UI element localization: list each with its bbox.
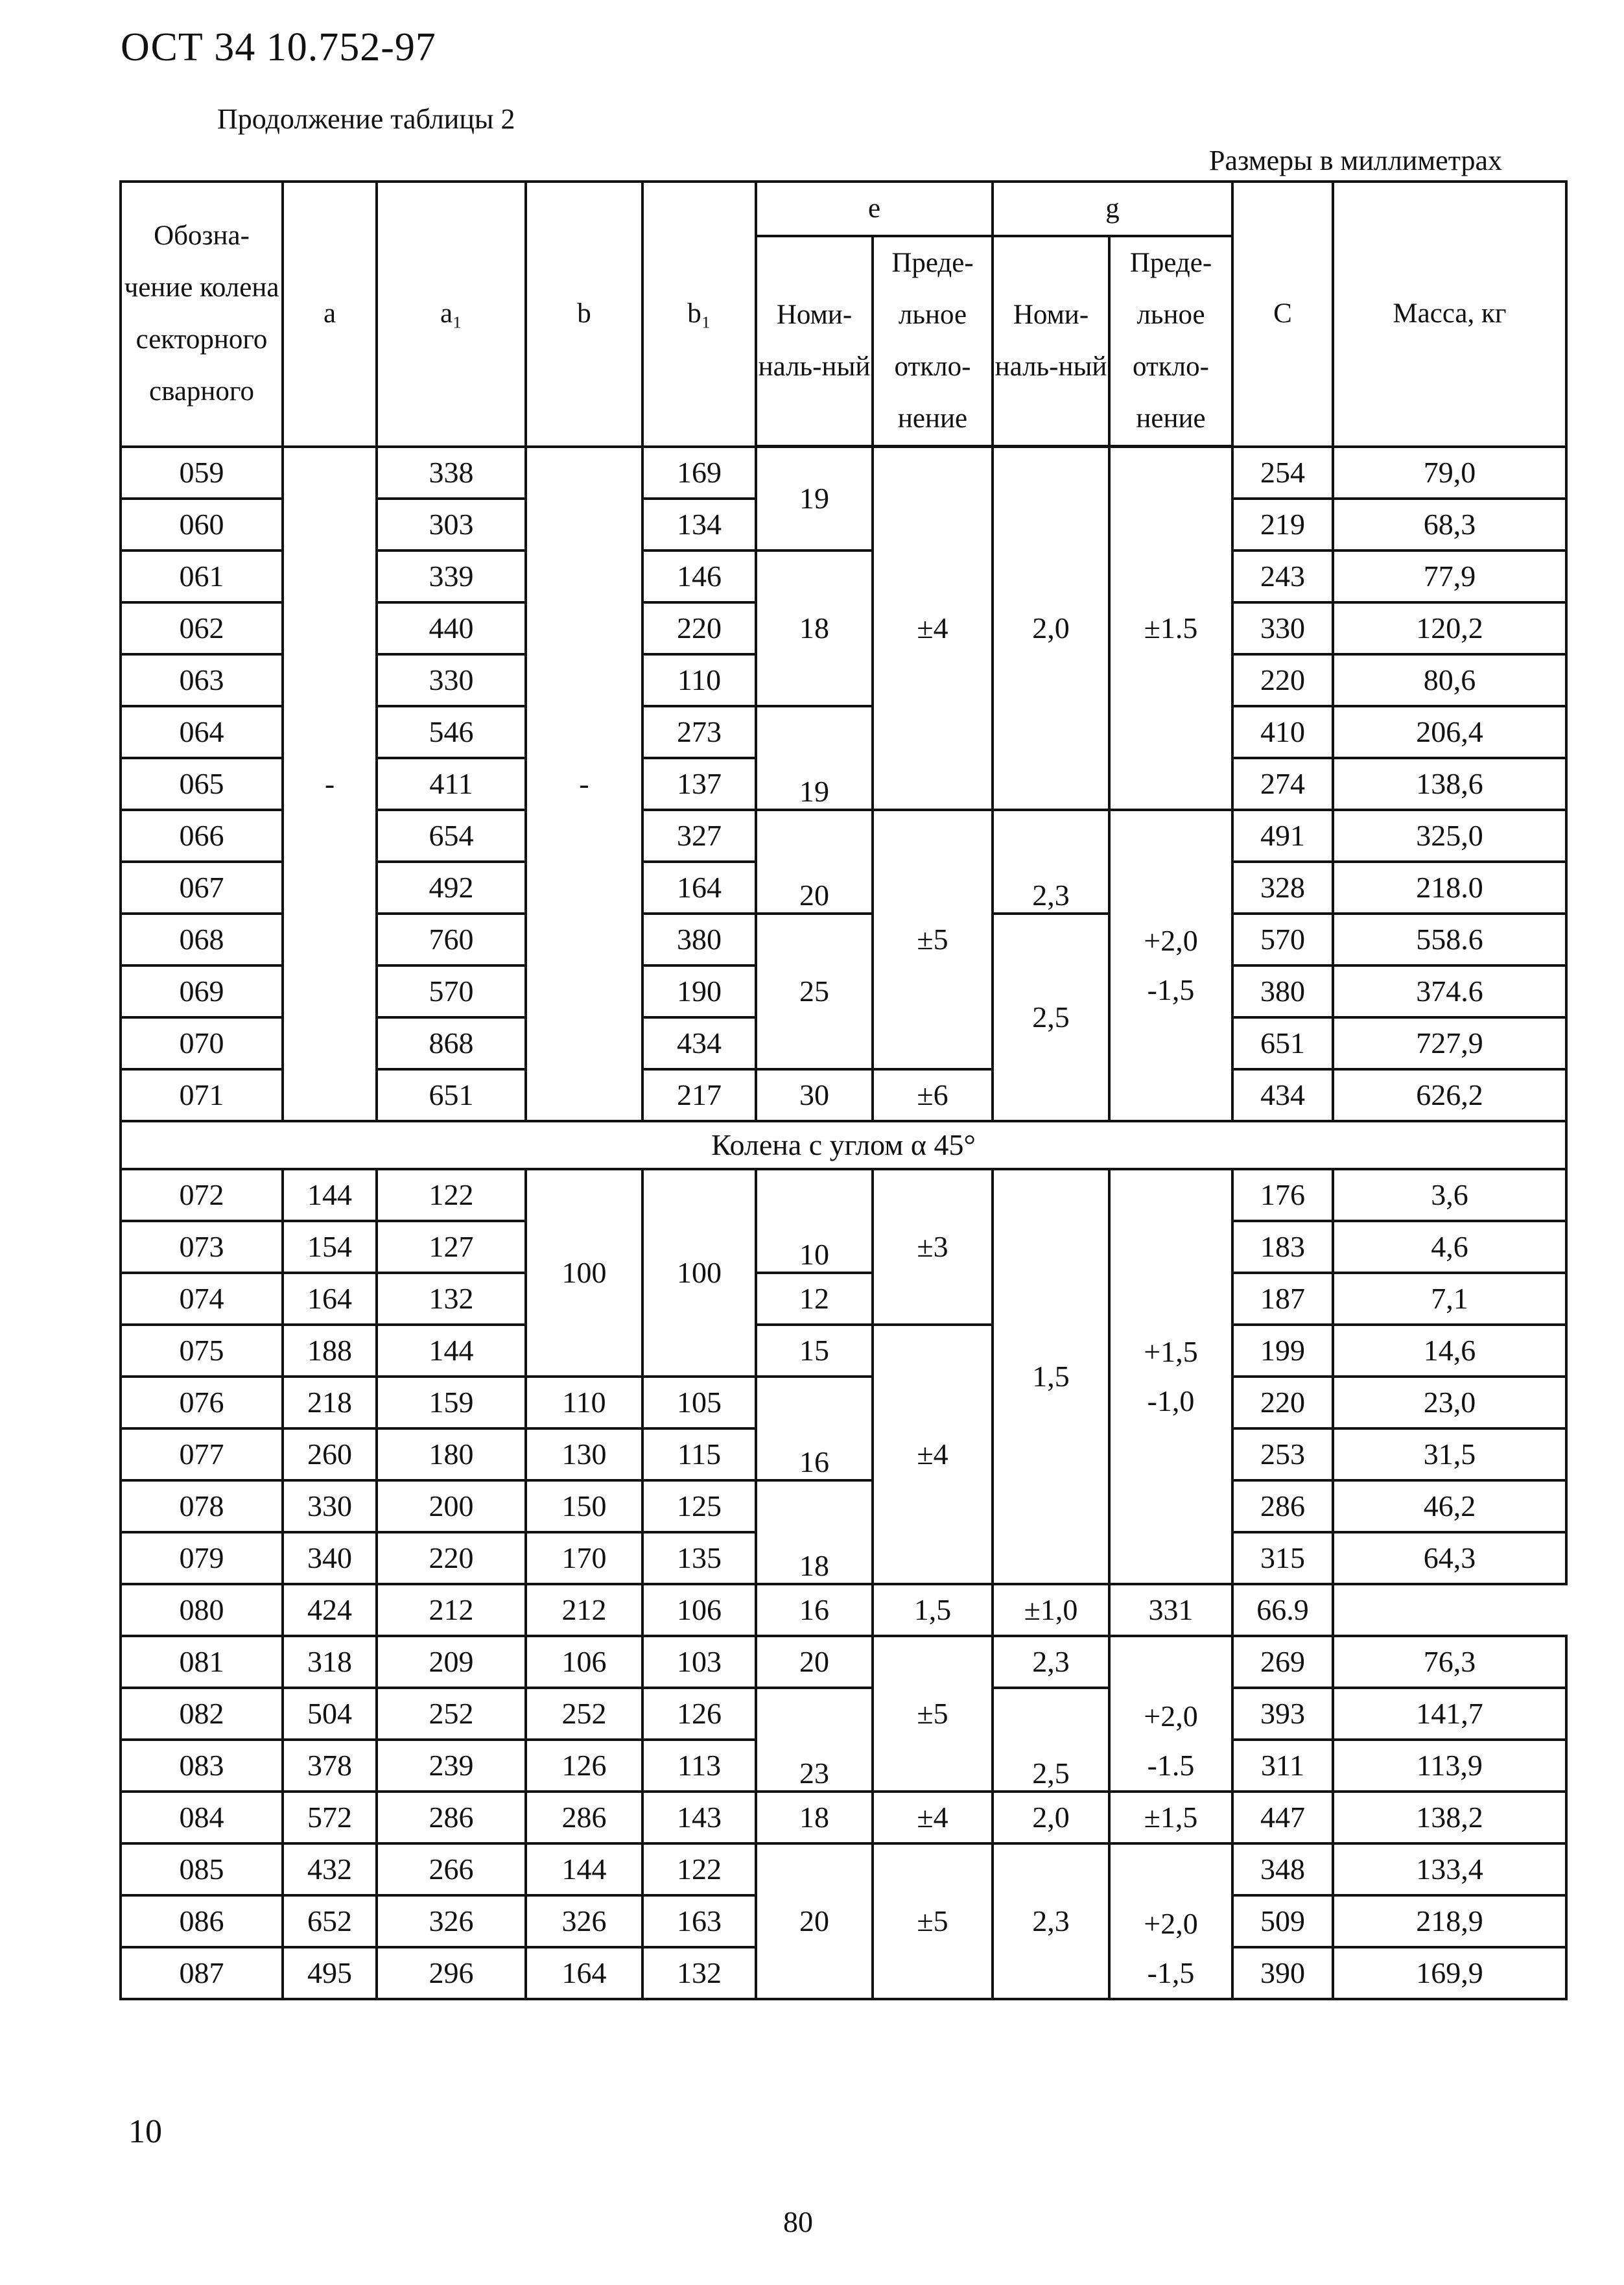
- cell-designation: 069: [121, 965, 283, 1017]
- cell-b1: 163: [642, 1895, 756, 1947]
- cell-mass: 374.6: [1333, 965, 1566, 1017]
- cell-designation: 081: [121, 1636, 283, 1688]
- cell-a: 340: [283, 1532, 377, 1584]
- g-deviation-minus: -1,5: [1147, 1956, 1195, 1989]
- cell-b: 110: [526, 1377, 642, 1428]
- cell-a1: 122: [377, 1169, 526, 1221]
- cell-b: 170: [526, 1532, 642, 1584]
- cell-b1: 137: [642, 758, 756, 810]
- cell-designation: 078: [121, 1480, 283, 1532]
- cell-a1: 492: [377, 862, 526, 914]
- cell-c: 348: [1232, 1843, 1333, 1895]
- cell-b1: 164: [642, 862, 756, 914]
- cell-e-deviation: ±5: [873, 810, 993, 1069]
- dimensions-table: [119, 180, 1568, 2000]
- cell-a1: 651: [377, 1069, 526, 1121]
- cell-b1: 143: [642, 1792, 756, 1843]
- document-code: ОСТ 34 10.752-97: [121, 25, 436, 69]
- cell-e-deviation: ±4: [873, 1792, 993, 1843]
- cell-designation: 075: [121, 1325, 283, 1377]
- cell-a1: 338: [377, 447, 526, 499]
- cell-designation: 067: [121, 862, 283, 914]
- cell-a1: 239: [377, 1740, 526, 1792]
- cell-c: 220: [1232, 1377, 1333, 1428]
- cell-e-nominal: 18: [756, 1792, 873, 1843]
- cell-designation: 080: [121, 1584, 283, 1636]
- cell-e-nominal: 20: [756, 1636, 873, 1688]
- cell-b: 252: [526, 1688, 642, 1740]
- cell-c: 315: [1232, 1532, 1333, 1584]
- cell-e-nominal: 19: [756, 447, 873, 551]
- cell-a: 260: [283, 1428, 377, 1480]
- cell-c: 393: [1232, 1688, 1333, 1740]
- cell-a1: 440: [377, 602, 526, 654]
- cell-a: 504: [283, 1688, 377, 1740]
- cell-a1: 212: [377, 1584, 526, 1636]
- cell-mass: 113,9: [1333, 1740, 1566, 1792]
- cell-a1: 326: [377, 1895, 526, 1947]
- cell-b1: 273: [642, 706, 756, 758]
- cell-e-nominal: 10: [756, 1169, 873, 1273]
- cell-a: 144: [283, 1169, 377, 1221]
- cell-g-deviation: ±1,0: [993, 1584, 1109, 1636]
- cell-c: 199: [1232, 1325, 1333, 1377]
- cell-b1: 106: [642, 1584, 756, 1636]
- cell-b1: 217: [642, 1069, 756, 1121]
- cell-b1: 126: [642, 1688, 756, 1740]
- cell-a1: 286: [377, 1792, 526, 1843]
- cell-a: 495: [283, 1947, 377, 1999]
- cell-b: 106: [526, 1636, 642, 1688]
- cell-c: 491: [1232, 810, 1333, 862]
- cell-mass: 76,3: [1333, 1636, 1566, 1688]
- cell-a1: 411: [377, 758, 526, 810]
- cell-b1: 122: [642, 1843, 756, 1895]
- cell-designation: 062: [121, 602, 283, 654]
- cell-mass: 558.6: [1333, 914, 1566, 965]
- cell-mass: 325,0: [1333, 810, 1566, 862]
- cell-b1: 220: [642, 602, 756, 654]
- cell-a1: 303: [377, 499, 526, 551]
- cell-b: 326: [526, 1895, 642, 1947]
- cell-mass: 120,2: [1333, 602, 1566, 654]
- cell-b: 164: [526, 1947, 642, 1999]
- cell-a1: 654: [377, 810, 526, 862]
- cell-c: 220: [1232, 654, 1333, 706]
- cell-c: 509: [1232, 1895, 1333, 1947]
- table-row: [121, 447, 1566, 499]
- cell-g-nominal: 2,3: [993, 1843, 1109, 1999]
- cell-e-deviation: ±6: [873, 1069, 993, 1121]
- cell-mass: 80,6: [1333, 654, 1566, 706]
- cell-e-nominal: 20: [756, 810, 873, 914]
- cell-g-nominal: 2,0: [993, 447, 1109, 810]
- table-row: [121, 1636, 1566, 1688]
- cell-a1: 127: [377, 1221, 526, 1273]
- cell-c: 254: [1232, 447, 1333, 499]
- cell-b: 130: [526, 1428, 642, 1480]
- cell-c: 243: [1232, 551, 1333, 602]
- g-deviation-plus: +2,0: [1144, 1699, 1198, 1733]
- cell-b1: 113: [642, 1740, 756, 1792]
- cell-a1: 200: [377, 1480, 526, 1532]
- cell-b1: 125: [642, 1480, 756, 1532]
- cell-designation: 066: [121, 810, 283, 862]
- cell-c: 330: [1232, 602, 1333, 654]
- cell-e-deviation: ±5: [873, 1843, 993, 1999]
- cell-mass: 46,2: [1333, 1480, 1566, 1532]
- cell-e-nominal: 15: [756, 1325, 873, 1377]
- table-row: [121, 1325, 1566, 1377]
- g-deviation-plus: +2,0: [1144, 1906, 1198, 1940]
- cell-mass: 141,7: [1333, 1688, 1566, 1740]
- cell-b1: 169: [642, 447, 756, 499]
- cell-mass: 14,6: [1333, 1325, 1566, 1377]
- cell-mass: 206,4: [1333, 706, 1566, 758]
- cell-a: 188: [283, 1325, 377, 1377]
- cell-a: 424: [283, 1584, 377, 1636]
- cell-b1: 132: [642, 1947, 756, 1999]
- cell-c: 183: [1232, 1221, 1333, 1273]
- g-deviation-minus: -1.5: [1147, 1748, 1195, 1782]
- cell-b1: 135: [642, 1532, 756, 1584]
- cell-c: 187: [1232, 1273, 1333, 1325]
- cell-a1: 339: [377, 551, 526, 602]
- section-title: Колена с углом α 45°: [121, 1121, 1566, 1169]
- cell-c: 434: [1232, 1069, 1333, 1121]
- cell-g-deviation: [1109, 1843, 1232, 1999]
- cell-a1: 330: [377, 654, 526, 706]
- cell-designation: 079: [121, 1532, 283, 1584]
- cell-mass: 66.9: [1232, 1584, 1333, 1636]
- cell-c: 253: [1232, 1428, 1333, 1480]
- cell-b1: 327: [642, 810, 756, 862]
- cell-b-merged: -: [526, 447, 642, 1121]
- cell-e-deviation: ±4: [873, 1325, 993, 1584]
- cell-mass: 64,3: [1333, 1532, 1566, 1584]
- cell-designation: 084: [121, 1792, 283, 1843]
- table-continuation-caption: Продолжение таблицы 2: [217, 103, 515, 135]
- cell-g-deviation: [1109, 1636, 1232, 1792]
- cell-a-merged: -: [283, 447, 377, 1121]
- cell-c: 390: [1232, 1947, 1333, 1999]
- cell-b: 126: [526, 1740, 642, 1792]
- cell-a1: 252: [377, 1688, 526, 1740]
- header-g-deviation: Преде-льное откло-нение: [1109, 236, 1232, 447]
- cell-c: 269: [1232, 1636, 1333, 1688]
- g-deviation-plus: +1,5: [1144, 1334, 1198, 1368]
- cell-a1: 570: [377, 965, 526, 1017]
- cell-b: 212: [526, 1584, 642, 1636]
- cell-b1: 146: [642, 551, 756, 602]
- cell-b1: 105: [642, 1377, 756, 1428]
- cell-mass: 218,9: [1333, 1895, 1566, 1947]
- cell-a1: 868: [377, 1017, 526, 1069]
- cell-b1: 103: [642, 1636, 756, 1688]
- cell-e-nominal: 18: [756, 551, 873, 706]
- cell-b-merged: 100: [526, 1169, 642, 1377]
- cell-designation: 074: [121, 1273, 283, 1325]
- cell-designation: 083: [121, 1740, 283, 1792]
- cell-mass: 3,6: [1333, 1169, 1566, 1221]
- header-c: C: [1232, 182, 1333, 447]
- cell-a: 154: [283, 1221, 377, 1273]
- cell-designation: 087: [121, 1947, 283, 1999]
- cell-b1: 380: [642, 914, 756, 965]
- cell-b: 144: [526, 1843, 642, 1895]
- cell-c: 311: [1232, 1740, 1333, 1792]
- cell-mass: 138,2: [1333, 1792, 1566, 1843]
- cell-a: 652: [283, 1895, 377, 1947]
- header-e: e: [756, 182, 993, 236]
- cell-designation: 068: [121, 914, 283, 965]
- cell-e-nominal: 23: [756, 1688, 873, 1792]
- cell-g-deviation: [1109, 810, 1232, 1121]
- table-row: [121, 1273, 1566, 1325]
- cell-a: 432: [283, 1843, 377, 1895]
- cell-e-nominal: 25: [756, 914, 873, 1069]
- cell-a1: 220: [377, 1532, 526, 1584]
- cell-g-nominal: 1,5: [993, 1169, 1109, 1584]
- cell-a1: 144: [377, 1325, 526, 1377]
- cell-c: 328: [1232, 862, 1333, 914]
- cell-a1: 760: [377, 914, 526, 965]
- cell-designation: 072: [121, 1169, 283, 1221]
- cell-g-deviation: ±1,5: [1109, 1792, 1232, 1843]
- cell-designation: 073: [121, 1221, 283, 1273]
- cell-e-nominal: 12: [756, 1273, 873, 1325]
- cell-b1: 134: [642, 499, 756, 551]
- cell-a: 218: [283, 1377, 377, 1428]
- cell-e-nominal: 20: [756, 1843, 873, 1999]
- cell-c: 570: [1232, 914, 1333, 965]
- page-number: 80: [783, 2205, 813, 2238]
- cell-c: 286: [1232, 1480, 1333, 1532]
- cell-designation: 059: [121, 447, 283, 499]
- cell-g-deviation: [1109, 1169, 1232, 1584]
- cell-mass: 68,3: [1333, 499, 1566, 551]
- table-row: [121, 1377, 1566, 1428]
- cell-mass: 218.0: [1333, 862, 1566, 914]
- cell-b1: 434: [642, 1017, 756, 1069]
- table-row: [121, 1688, 1566, 1740]
- cell-e-deviation: ±3: [873, 1169, 993, 1325]
- cell-a1: 180: [377, 1428, 526, 1480]
- cell-designation: 070: [121, 1017, 283, 1069]
- cell-mass: 138,6: [1333, 758, 1566, 810]
- cell-mass: 31,5: [1333, 1428, 1566, 1480]
- cell-b1: 190: [642, 965, 756, 1017]
- cell-g-nominal: 2,3: [993, 810, 1109, 914]
- cell-designation: 077: [121, 1428, 283, 1480]
- cell-designation: 071: [121, 1069, 283, 1121]
- cell-designation: 063: [121, 654, 283, 706]
- header-mass: Масса, кг: [1333, 182, 1566, 447]
- header-b1: b₁: [642, 182, 756, 447]
- cell-designation: 060: [121, 499, 283, 551]
- cell-designation: 076: [121, 1377, 283, 1428]
- header-e-nominal: Номи-наль-ный: [756, 236, 873, 447]
- cell-b1: 110: [642, 654, 756, 706]
- cell-a1: 546: [377, 706, 526, 758]
- cell-b: 150: [526, 1480, 642, 1532]
- cell-e-nominal: 30: [756, 1069, 873, 1121]
- cell-designation: 082: [121, 1688, 283, 1740]
- cell-mass: 4,6: [1333, 1221, 1566, 1273]
- g-deviation-minus: -1,0: [1147, 1384, 1195, 1417]
- cell-g-nominal: 2,5: [993, 914, 1109, 1121]
- cell-e-nominal: 18: [756, 1480, 873, 1584]
- cell-e-deviation: ±4: [873, 447, 993, 810]
- cell-g-deviation: ±1.5: [1109, 447, 1232, 810]
- cell-c: 176: [1232, 1169, 1333, 1221]
- cell-g-nominal: 2,0: [993, 1792, 1109, 1843]
- cell-c: 274: [1232, 758, 1333, 810]
- cell-mass: 7,1: [1333, 1273, 1566, 1325]
- section-row: [121, 1121, 1566, 1169]
- cell-b1-merged: 100: [642, 1169, 756, 1377]
- cell-a: 378: [283, 1740, 377, 1792]
- header-designation: Обозна-чение колена секторного сварного: [121, 182, 283, 447]
- cell-c: 410: [1232, 706, 1333, 758]
- cell-a1: 296: [377, 1947, 526, 1999]
- cell-mass: 626,2: [1333, 1069, 1566, 1121]
- table-row: [121, 1792, 1566, 1843]
- cell-c: 651: [1232, 1017, 1333, 1069]
- cell-b: 286: [526, 1792, 642, 1843]
- table-row: [121, 1584, 1566, 1636]
- header-g: g: [993, 182, 1232, 236]
- cell-c: 219: [1232, 499, 1333, 551]
- cell-mass: 79,0: [1333, 447, 1566, 499]
- header-a: a: [283, 182, 377, 447]
- header-a1: a₁: [377, 182, 526, 447]
- cell-designation: 061: [121, 551, 283, 602]
- cell-mass: 77,9: [1333, 551, 1566, 602]
- header-b: b: [526, 182, 642, 447]
- cell-e-nominal: 16: [756, 1584, 873, 1636]
- header-g-nominal: Номи-наль-ный: [993, 236, 1109, 447]
- g-deviation-minus: -1,5: [1147, 973, 1195, 1006]
- cell-mass: 23,0: [1333, 1377, 1566, 1428]
- cell-c: 447: [1232, 1792, 1333, 1843]
- cell-a1: 266: [377, 1843, 526, 1895]
- cell-a: 164: [283, 1273, 377, 1325]
- cell-a: 318: [283, 1636, 377, 1688]
- section-page-number: 10: [128, 2113, 162, 2150]
- g-deviation-plus: +2,0: [1144, 923, 1198, 957]
- cell-designation: 065: [121, 758, 283, 810]
- cell-a: 572: [283, 1792, 377, 1843]
- cell-e-nominal: 19: [756, 706, 873, 810]
- cell-g-nominal: 1,5: [873, 1584, 993, 1636]
- cell-c: 380: [1232, 965, 1333, 1017]
- cell-designation: 086: [121, 1895, 283, 1947]
- cell-a1: 132: [377, 1273, 526, 1325]
- cell-designation: 085: [121, 1843, 283, 1895]
- table-row: [121, 1480, 1566, 1532]
- cell-mass: 133,4: [1333, 1843, 1566, 1895]
- table-row: [121, 1169, 1566, 1221]
- cell-mass: 169,9: [1333, 1947, 1566, 1999]
- cell-g-nominal: 2,5: [993, 1688, 1109, 1792]
- cell-mass: 727,9: [1333, 1017, 1566, 1069]
- cell-e-deviation: ±5: [873, 1636, 993, 1792]
- cell-a1: 159: [377, 1377, 526, 1428]
- cell-g-nominal: 2,3: [993, 1636, 1109, 1688]
- units-note: Размеры в миллиметрах: [1209, 145, 1502, 176]
- header-e-deviation: Преде-льное откло-нение: [873, 236, 993, 447]
- cell-a1: 209: [377, 1636, 526, 1688]
- cell-e-nominal: 16: [756, 1377, 873, 1480]
- cell-c: 331: [1109, 1584, 1232, 1636]
- table-row: [121, 1843, 1566, 1895]
- cell-b1: 115: [642, 1428, 756, 1480]
- cell-designation: 064: [121, 706, 283, 758]
- cell-a: 330: [283, 1480, 377, 1532]
